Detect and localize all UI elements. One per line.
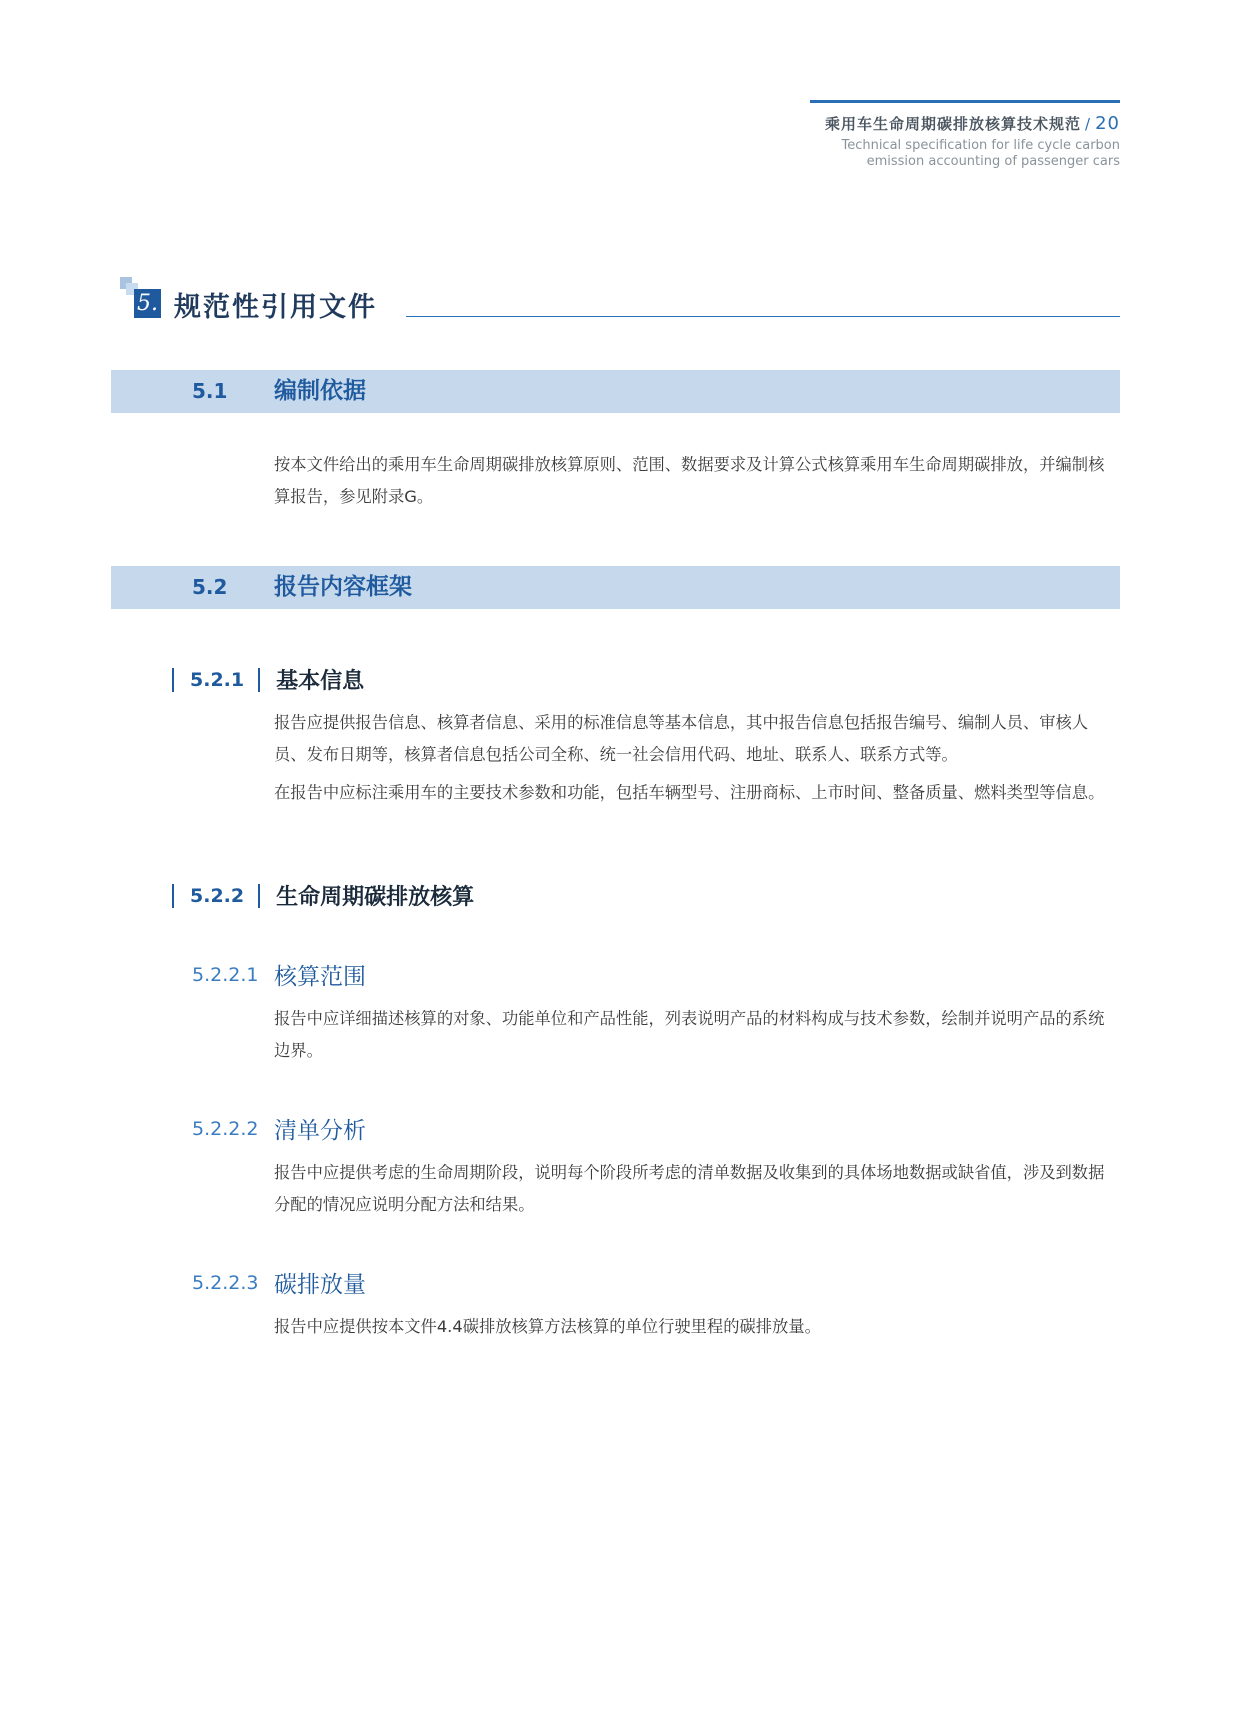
page-number: 20 [1095, 113, 1120, 134]
section-5-2-2-1-paragraph: 报告中应详细描述核算的对象、功能单位和产品性能，列表说明产品的材料构成与技术参数，绘制并说明产品的系统边界。 [274, 1009, 1105, 1060]
chapter-heading [118, 275, 1120, 325]
header-title-row [810, 113, 1120, 134]
section-number: 5.2.2.2 [192, 1117, 259, 1140]
section-5-1-paragraph: 按本文件给出的乘用车生命周期碳排放核算原则、范围、数据要求及计算公式核算乘用车生命周期碳排放，并编制核算报告，参见附录G。 [274, 455, 1105, 506]
section-title: 报告内容框架 [274, 574, 412, 600]
running-header [810, 100, 1120, 170]
section-title: 编制依据 [274, 378, 366, 404]
header-separator: / [1085, 115, 1092, 133]
section-5-1-heading [111, 370, 1120, 413]
chapter-number-badge [118, 275, 162, 321]
header-title: 乘用车生命周期碳排放核算技术规范 [825, 115, 1082, 133]
chapter-title: 规范性引用文件 [174, 292, 377, 323]
section-5-2-2-2-paragraph: 报告中应提供考虑的生命周期阶段，说明每个阶段所考虑的清单数据及收集到的具体场地数据或缺省值，涉及到数据分配的情况应说明分配方法和结果。 [274, 1163, 1105, 1214]
heading-bar-right [258, 884, 260, 908]
chapter-number: 5. [134, 289, 161, 318]
section-title: 核算范围 [274, 964, 366, 990]
section-5-2-heading [111, 566, 1120, 609]
section-5-2-2-1-heading [192, 958, 366, 988]
section-5-2-2-2-heading [192, 1112, 366, 1142]
section-title: 清单分析 [274, 1118, 366, 1144]
section-5-2-2-3-paragraph: 报告中应提供按本文件4.4碳排放核算方法核算的单位行驶里程的碳排放量。 [274, 1317, 821, 1336]
header-english-subtitle [810, 138, 1120, 170]
header-subtitle-line2: emission accounting of passenger cars [866, 154, 1120, 169]
section-title: 基本信息 [276, 669, 365, 694]
section-5-2-2-3-heading [192, 1266, 366, 1296]
header-rule [810, 100, 1120, 103]
section-number: 5.2.2.1 [192, 963, 259, 986]
section-5-2-1-heading [172, 664, 364, 694]
section-5-2-1-paragraph-2: 在报告中应标注乘用车的主要技术参数和功能，包括车辆型号、注册商标、上市时间、整备质量、燃料类型等信息。 [274, 783, 1105, 802]
section-5-2-2-heading [172, 880, 474, 910]
section-number: 5.2.1 [190, 668, 245, 691]
heading-bar-right [258, 668, 260, 692]
header-subtitle-line1: Technical specification for life cycle carbon [841, 138, 1120, 153]
heading-bar-left [172, 668, 174, 692]
section-number: 5.2.2 [190, 884, 245, 907]
section-number: 5.1 [192, 379, 228, 403]
section-title: 生命周期碳排放核算 [276, 885, 475, 910]
section-number: 5.2 [192, 575, 228, 599]
section-5-2-1-paragraph-1: 报告应提供报告信息、核算者信息、采用的标准信息等基本信息，其中报告信息包括报告编号、编制人员、审核人员、发布日期等，核算者信息包括公司全称、统一社会信用代码、地址、联系人、联系方式等。 [274, 713, 1089, 764]
heading-bar-left [172, 884, 174, 908]
section-number: 5.2.2.3 [192, 1271, 259, 1294]
chapter-rule [406, 316, 1120, 317]
section-title: 碳排放量 [274, 1272, 366, 1298]
